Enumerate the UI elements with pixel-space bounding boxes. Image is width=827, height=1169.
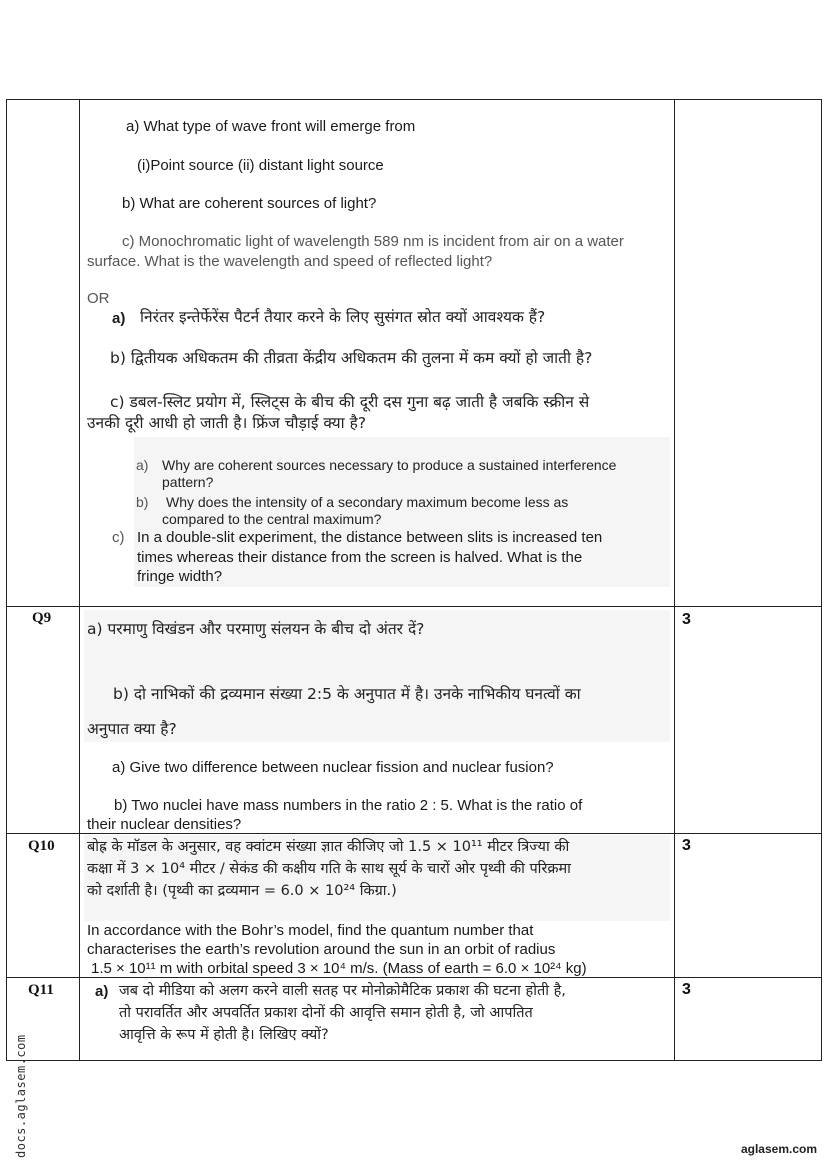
question-part-a-sub: (i)Point source (ii) distant light source [137,157,384,174]
question-part-a: a) What type of wave front will emerge from [126,118,416,135]
q10-marks: 3 [682,837,691,854]
q10-english-line2: characterises the earth’s revolution around the sun in an orbit of radius [87,941,556,958]
q10-number: Q10 [28,838,55,854]
q9-hindi-a: a) परमाणु विखंडन और परमाणु संलयन के बीच दो अंतर दें? [87,620,425,638]
q9-hindi-b-line1: b) दो नाभिकों की द्रव्यमान संख्या 2:5 के अनुपात में है। उनके नाभिकीय घनत्वों का [113,685,581,703]
q9-english-a: a) Give two difference between nuclear fission and nuclear fusion? [112,759,554,776]
row-divider-q9 [6,606,822,607]
column-divider-number [79,99,80,1061]
english-b-label: b) [136,494,149,510]
q10-english-line3: 1.5 × 10¹¹ m with orbital speed 3 × 10⁴ m/s. (Mass of earth = 6.0 × 10²⁴ kg) [91,960,587,977]
hindi-part-b: b) द्वितीयक अधिकतम की तीव्रता केंद्रीय अधिकतम की तुलना में कम क्यों हो जाती है? [110,349,593,367]
question-part-c-line1: c) Monochromatic light of wavelength 589 nm is incident from air on a water [122,233,624,250]
english-part-c-line3: fringe width? [137,568,223,585]
question-table [6,99,822,1061]
q11-part-a-label: a) [95,983,109,1000]
table-bottom-border [6,1060,822,1061]
q11-hindi-line1: जब दो मीडिया को अलग करने वाली सतह पर मोनोक्रोमैटिक प्रकाश की घटना होती है, [119,983,566,999]
hindi-part-c-line2: उनकी दूरी आधी हो जाती है। फ्रिंज चौड़ाई क्या है? [87,414,367,432]
english-part-a-line1: Why are coherent sources necessary to produce a sustained interference [162,457,617,473]
q11-hindi-line2: तो परावर्तित और अपवर्तित प्रकाश दोनों की आवृत्ति समान होती है, जो आपतित [119,1005,533,1021]
question-part-c-line2: surface. What is the wavelength and speed of reflected light? [87,253,493,270]
hindi-part-c-line1: c) डबल-स्लिट प्रयोग में, स्लिट्स के बीच की दूरी दस गुना बढ़ जाती है जबकि स्क्रीन से [110,393,590,411]
q10-hindi-line2: कक्षा में 3 × 10⁴ मीटर / सेकंड की कक्षीय गति के साथ सूर्य के चारों ओर पृथ्वी की परिक्रमा [87,861,571,877]
footer-brand: aglasem.com [740,1142,817,1156]
table-top-border [6,99,822,100]
vertical-watermark: docs.aglasem.com [14,1034,28,1158]
q9-english-b-line1: b) Two nuclei have mass numbers in the ratio 2 : 5. What is the ratio of [114,797,583,814]
english-part-c-line2: times whereas their distance from the screen is halved. What is the [137,549,583,566]
q9-marks: 3 [682,611,691,628]
table-left-border [6,99,7,1061]
english-part-c-line1: In a double-slit experiment, the distance between slits is increased ten [137,529,603,546]
question-part-b: b) What are coherent sources of light? [122,195,377,212]
q9-english-b-line2: their nuclear densities? [87,816,242,833]
column-divider-marks [674,99,675,1061]
q10-hindi-line3: को दर्शाती है। (पृथ्वी का द्रव्यमान = 6.0 × 10²⁴ किग्रा.) [87,883,397,899]
english-a-label: a) [136,457,149,473]
q11-number: Q11 [28,982,54,998]
english-part-a-line2: pattern? [162,474,214,490]
english-part-b-line1: Why does the intensity of a secondary maximum become less as [166,494,569,510]
hindi-part-a: निरंतर इन्तेर्फेरेंस पैटर्न तैयार करने के लिए सुसंगत स्रोत क्यों आवश्यक हैं? [140,308,546,326]
q10-hindi-line1: बोह्र के मॉडल के अनुसार, वह क्वांटम संख्या ज्ञात कीजिए जो 1.5 × 10¹¹ मीटर त्रिज्या की [87,839,570,855]
q11-marks: 3 [682,981,691,998]
q11-hindi-line3: आवृत्ति के रूप में होती है। लिखिए क्यों? [119,1027,329,1043]
table-right-border [821,99,822,1061]
english-part-b-line2: compared to the central maximum? [162,511,382,527]
q9-number: Q9 [32,610,52,626]
hindi-a-label: a) [112,310,126,327]
or-separator: OR [87,290,110,307]
english-c-label: c) [112,529,125,546]
q10-english-line1: In accordance with the Bohr’s model, find the quantum number that [87,922,534,939]
q9-hindi-b-line2: अनुपात क्या है? [87,720,177,738]
